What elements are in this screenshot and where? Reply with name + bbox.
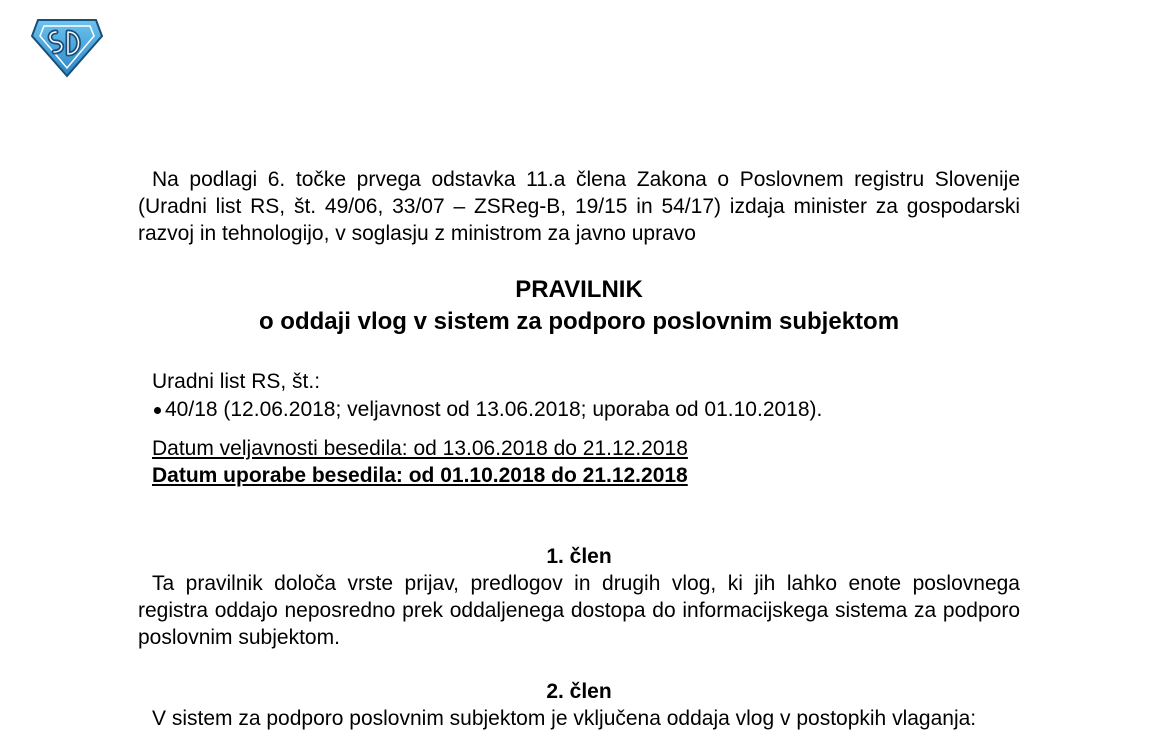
text-dates (138, 435, 1020, 489)
logo-icon (30, 16, 104, 78)
document-body (138, 166, 1020, 732)
title-block (138, 274, 1020, 338)
application-date: Datum uporabe besedila: od 01.10.2018 do 21.12.2018 (152, 464, 688, 487)
document-title: PRAVILNIK (515, 276, 643, 303)
gazette-item-text: 40/18 (12.06.2018; veljavnost od 13.06.2018; uporaba od 01.10.2018). (165, 398, 823, 421)
gazette-label: Uradni list RS, št.: (152, 370, 321, 393)
bullet-dot-icon (154, 407, 161, 414)
article-2-heading: 2. člen (546, 680, 612, 703)
document-subtitle: o oddaji vlog v sistem za podporo poslovnim subjektom (258, 308, 900, 335)
gazette-item (152, 395, 1020, 425)
article-1-heading: 1. člen (546, 545, 612, 568)
article-2-text: V sistem za podporo poslovnim subjektom je vključena oddaja vlog v postopkih vlaganja: (152, 707, 977, 730)
intro-paragraph: Na podlagi 6. točke prvega odstavka 11.a člena Zakona o Poslovnem registru Slovenije (Uradni list RS, št. 49/06, 33/07 – ZSReg-B, 19/15 in 54/17) izdaja minister za gospodarski razvoj in tehnologijo, v soglasju z ministrom za javno upravo (138, 168, 1020, 245)
gazette-info (138, 368, 1020, 425)
article-1-text: Ta pravilnik določa vrste prijav, predlogov in drugih vlog, ki jih lahko enote poslovnega registra oddajo neposredno prek oddaljenega dostopa do informacijskega sistema za podporo poslovnim subjektom. (138, 572, 1020, 649)
validity-date: Datum veljavnosti besedila: od 13.06.2018 do 21.12.2018 (152, 437, 688, 460)
